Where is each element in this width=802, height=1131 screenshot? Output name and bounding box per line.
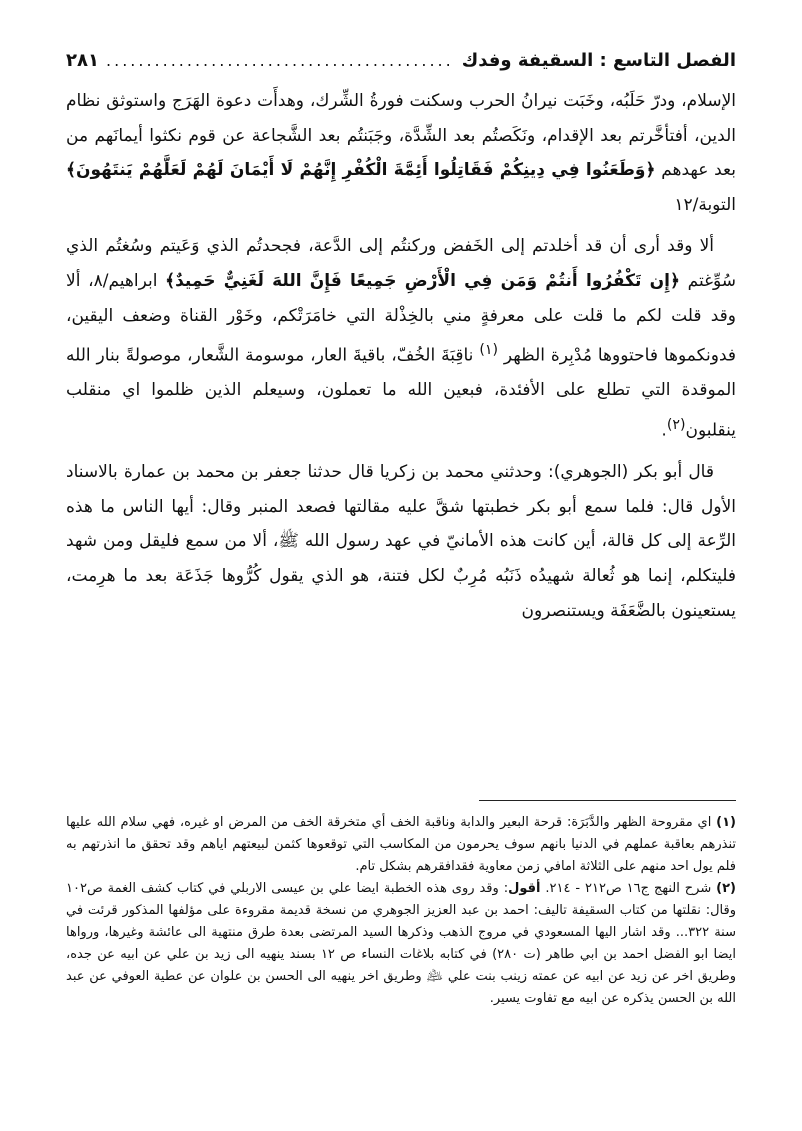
header-leader-dots — [107, 51, 454, 70]
footnotes — [66, 812, 736, 1112]
paragraph-1 — [66, 84, 736, 222]
footnote-1-marker: (١) — [716, 815, 736, 830]
paragraph-3: قال أبو بكر (الجوهري): وحدثني محمد بن زكريا قال حدثنا جعفر بن محمد بن عمارة بالاسناد الأول قال: فلما سمع أبو بكر خطبتها شقَّ عليه مقالتها فصعد المنبر وقال: أيها الناس ما هذه الرِّعة إلى كل قالة، أين كانت هذه الأمانيّ في عهد رسول الله ﷺ، ألا من سمع فليقل ومن شهد فليتكلم، إنما هو ثُعالة شهيدُه ذَنَبُه مُرِبٌ لكل فتنة، هو الذي يقول كُرُّوها جَذَعَة بعد ما هرِمت، يستعينون بالضَّعَفَة ويستنصرون — [66, 462, 736, 621]
paragraph-2-text-a: ألا وقد أرى أن قد أخلدتم إلى الخَفض وركنتُم إلى الدَّعة، فجحدتُم الذي وَعَيتم وسُغتُم الذي سُوِّغتم — [66, 236, 736, 291]
footnote-2-text-a: شرح النهج ج١٦ ص٢١٢ - ٢١٤. — [540, 881, 717, 896]
footnote-2-bold-word: أقول — [508, 881, 541, 896]
footnote-separator — [479, 800, 736, 801]
page-number: ٢٨١ — [66, 49, 99, 71]
main-text — [66, 84, 736, 780]
quran-verse-tawba: ﴿وَطَعَنُوا فِي دِينِكُمْ فَقَاتِلُوا أَئِمَّةَ الْكُفْرِ إِنَّهُمْ لَا أَيْمَانَ لَهُمْ لَعَلَّهُمْ يَنتَهُونَ﴾ — [66, 160, 656, 181]
page-header — [66, 40, 736, 80]
paragraph-1-text-a: الإسلام، ودرّ حَلَبُه، وخَبَت نيرانُ الحرب وسكنت فورةُ الشِّرك، وهدأَت دعوة الهَرَج واستوثق نظام الدين، أفتأخَّرتم بعد الإقدام، ونَكَصتُم بعد الشِّدَّة، وجَبَنتُم بعد الشَّجاعة عن قوم نكثوا أيمانَهم من بعد عهدهم — [66, 91, 736, 181]
footnote-2-marker: (٢) — [716, 881, 736, 896]
footnote-1-text: اي مقروحة الظهر والدَّبَرَة: قرحة البعير والدابة وناقبة الخف أي متخرقة الخف من المرض او غيره، فهي سلام الله عليها تنذرهم بعاقبة عملهم في الدنيا بانهم سوف يحرمون من المكاسب التي توقعوها كثمن لبيعتهم اياهم وقد تحقق ما انذرتهم به فلم يول احد منهم على الثلاثة امافي زمن معاوية فقدافقرهم بشكل تام. — [66, 815, 736, 874]
paragraph-2-text-c: ناقِبَةَ الخُفّ، باقيةَ العار، موسومة الشَّعار، موصولةً بنار الله الموقدة التي تطلع على الأفئدة، فبعين الله ما تعملون، وسيعلم الذين ظلموا اي منقلب ينقلبون — [66, 345, 736, 441]
footnote-ref-2[interactable]: (٢) — [666, 417, 686, 433]
running-title: الفصل التاسع : السقيفة وفدك — [461, 49, 736, 71]
footnote-ref-1[interactable]: (١) — [479, 342, 498, 359]
footnote-2-text-b: : وقد روى هذه الخطبة ايضا علي بن عيسى الاربلي في كتاب كشف الغمة ص١٠٢ وقال: نقلتها من كتاب السقيفة تاليف: احمد بن عبد العزيز الجوهري من نسخة قديمة مقروءة على مؤلفها المذكور قرئت في سنة ٣٢٢... وقد اشار اليها المسعودي في مروج الذهب وذكرها السيد المرتضى بعدة طرق منتهية الى عائشة وغيرها، ورواها ايضا ابو الفضل احمد بن ابي طاهر (ت ٢٨٠) في كتابه بلاغات النساء ص ١٢ بسند ينهيه الى زيد بن علي عن ابيه عن جده، وطريق اخر عن زيد عن ابيه عن عمته زينب بنت علي ﵇ وطريق اخر ينهيه الى الحسن بن علوان عن عطية العوفي عن عبد الله بن الحسن يذكره عن ابيه مع تفاوت يسير. — [66, 881, 736, 1006]
footnote-2 — [66, 878, 736, 1010]
quran-verse-ibrahim: ﴿إِن تَكْفُرُوا أَنتُمْ وَمَن فِي الْأَرْضِ جَمِيعًا فَإِنَّ اللهَ لَغَنِيٌّ حَمِيدٌ﴾ — [165, 270, 680, 291]
paragraph-1-text-b: التوبة/١٢ — [674, 194, 736, 215]
paragraph-2-text-b: ابراهيم/٨، ألا وقد قلت لكم ما قلت على معرفةٍ مني بالخِذْلة التي خامَرَتْكم، وخَوْر القناة وضعف اليقين، فدونكموها فاحتووها مُدْبِرة الظهر — [66, 270, 736, 366]
footnote-1 — [66, 812, 736, 878]
paragraph-2-text-d: . — [661, 420, 667, 441]
paragraph-2 — [66, 229, 736, 448]
